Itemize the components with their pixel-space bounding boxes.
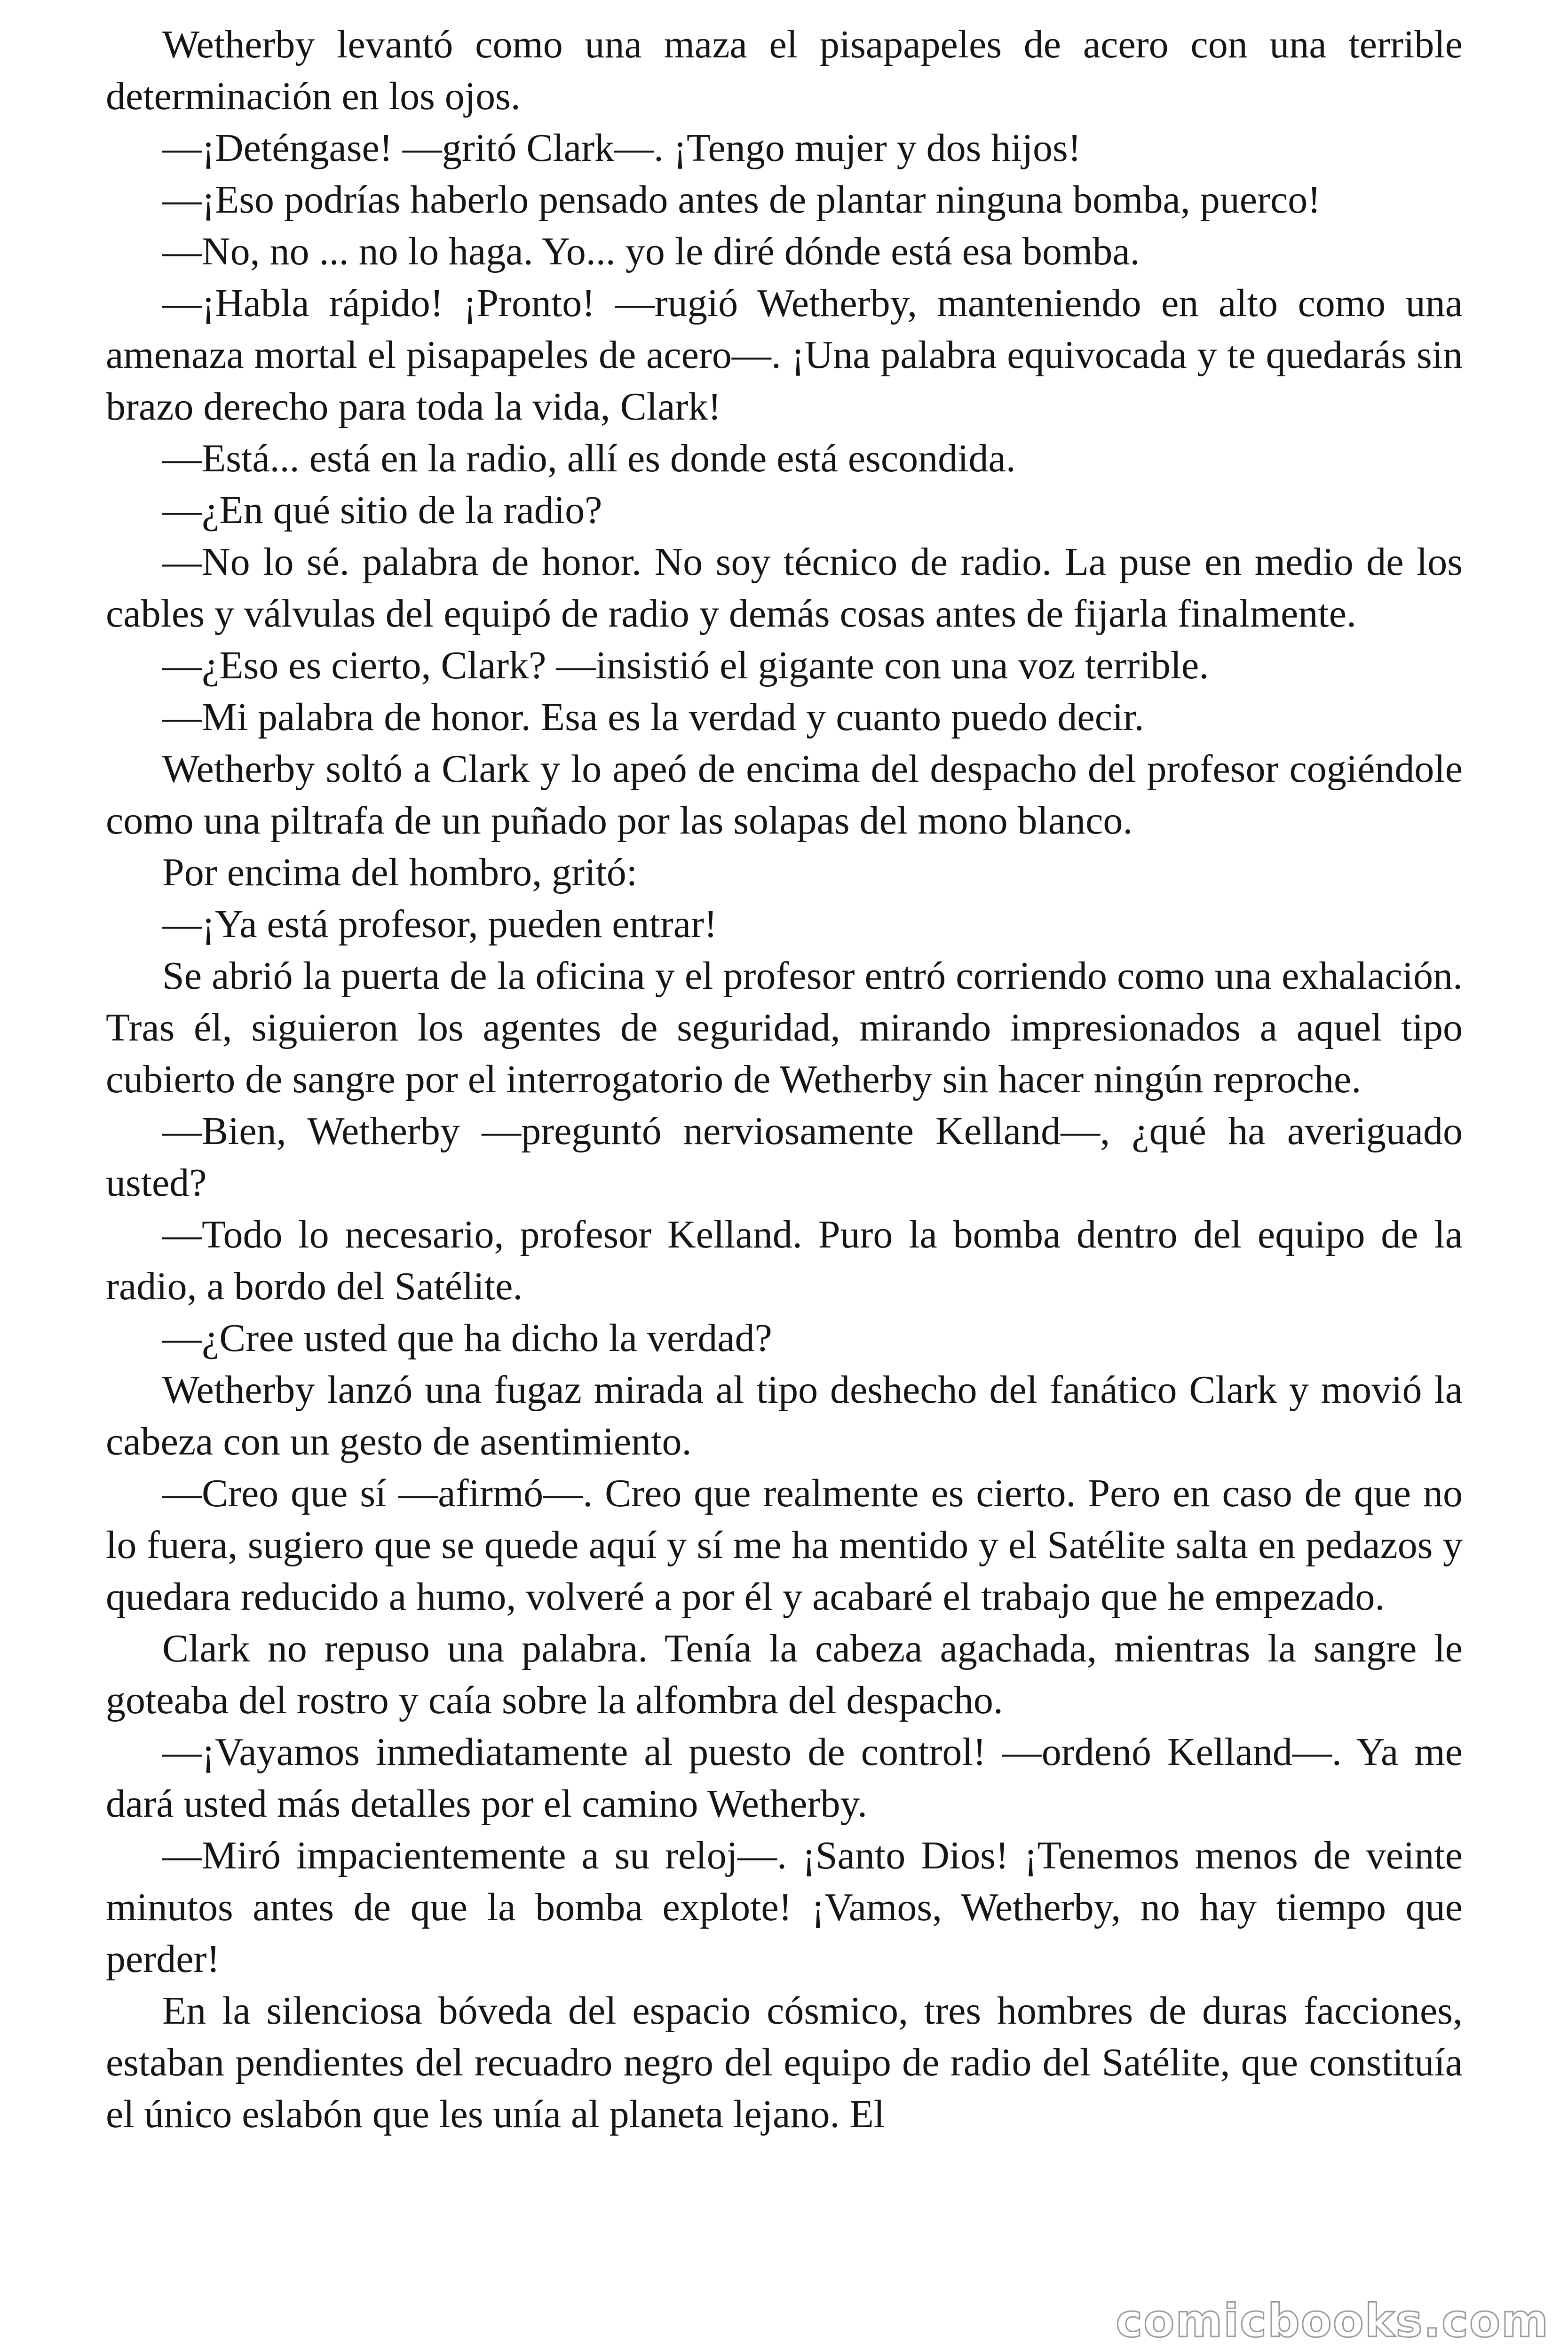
paragraph-15: —Bien, Wetherby —preguntó nerviosamente Kelland—, ¿qué ha averiguado usted? xyxy=(106,1109,1463,1205)
paragraph-8: —No lo sé. palabra de honor. No soy técnico de radio. La puse en medio de los cables y válvulas del equipó de radio y demás cosas antes de fijarla finalmente. xyxy=(106,540,1463,636)
paragraph-3: —¡Eso podrías haberlo pensado antes de plantar ninguna bomba, puerco! xyxy=(162,178,1321,222)
paragraph-5: —¡Habla rápido! ¡Pronto! —rugió Wetherby, manteniendo en alto como una amenaza mortal el pisapapeles de acero—. ¡Una palabra equivocada y te quedarás sin brazo derecho para toda la vida, Clark! xyxy=(106,281,1463,429)
paragraph-2: —¡Deténgase! —gritó Clark—. ¡Tengo mujer y dos hijos! xyxy=(162,126,1081,170)
paragraph-9: —¿Eso es cierto, Clark? —insistió el gigante con una voz terrible. xyxy=(162,644,1209,687)
paragraph-20: Clark no repuso una palabra. Tenía la cabeza agachada, mientras la sangre le goteaba del rostro y caía sobre la alfombra del despacho. xyxy=(106,1627,1463,1722)
paragraph-7: —¿En qué sitio de la radio? xyxy=(162,488,602,532)
paragraph-6: —Está... está en la radio, allí es donde está escondida. xyxy=(162,437,1016,480)
paragraph-17: —¿Cree usted que ha dicho la verdad? xyxy=(162,1316,772,1360)
paragraph-11: Wetherby soltó a Clark y lo apeó de encima del despacho del profesor cogiéndole como una piltrafa de un puñado por las solapas del mono blanco. xyxy=(106,747,1463,842)
paragraph-18: Wetherby lanzó una fugaz mirada al tipo deshecho del fanático Clark y movió la cabeza con un gesto de asentimiento. xyxy=(106,1368,1463,1463)
paragraph-1: Wetherby levantó como una maza el pisapapeles de acero con una terrible determinación en los ojos. xyxy=(106,23,1463,118)
paragraph-4: —No, no ... no lo haga. Yo... yo le diré dónde está esa bomba. xyxy=(162,230,1140,273)
paragraph-19: —Creo que sí —afirmó—. Creo que realmente es cierto. Pero en caso de que no lo fuera, sugiero que se quede aquí y sí me ha mentido y el Satélite salta en pedazos y quedara reducido a humo, volveré a por él y acabaré el trabajo que he empezado. xyxy=(106,1471,1463,1619)
paragraph-12: Por encima del hombro, gritó: xyxy=(162,850,638,894)
document-page xyxy=(106,19,1463,2140)
paragraph-14: Se abrió la puerta de la oficina y el profesor entró corriendo como una exhalación. Tras él, siguieron los agentes de seguridad, mirando impresionados a aquel tipo cubierto de sangre por el interrogatorio de Wetherby sin hacer ningún reproche. xyxy=(106,954,1463,1101)
paragraph-10: —Mi palabra de honor. Esa es la verdad y cuanto puedo decir. xyxy=(162,695,1144,739)
watermark: comicbooks.com xyxy=(1116,2295,1549,2347)
paragraph-23: En la silenciosa bóveda del espacio cósmico, tres hombres de duras facciones, estaban pendientes del recuadro negro del equipo de radio del Satélite, que constituía el único eslabón que les unía al planeta lejano. El xyxy=(106,1989,1463,2136)
paragraph-22: —Miró impacientemente a su reloj—. ¡Santo Dios! ¡Tenemos menos de veinte minutos antes de que la bomba explote! ¡Vamos, Wetherby, no hay tiempo que perder! xyxy=(106,1834,1463,1981)
paragraph-16: —Todo lo necesario, profesor Kelland. Puro la bomba dentro del equipo de la radio, a bordo del Satélite. xyxy=(106,1213,1463,1308)
paragraph-13: —¡Ya está profesor, pueden entrar! xyxy=(162,902,718,946)
paragraph-21: —¡Vayamos inmediatamente al puesto de control! —ordenó Kelland—. Ya me dará usted más detalles por el camino Wetherby. xyxy=(106,1730,1463,1826)
